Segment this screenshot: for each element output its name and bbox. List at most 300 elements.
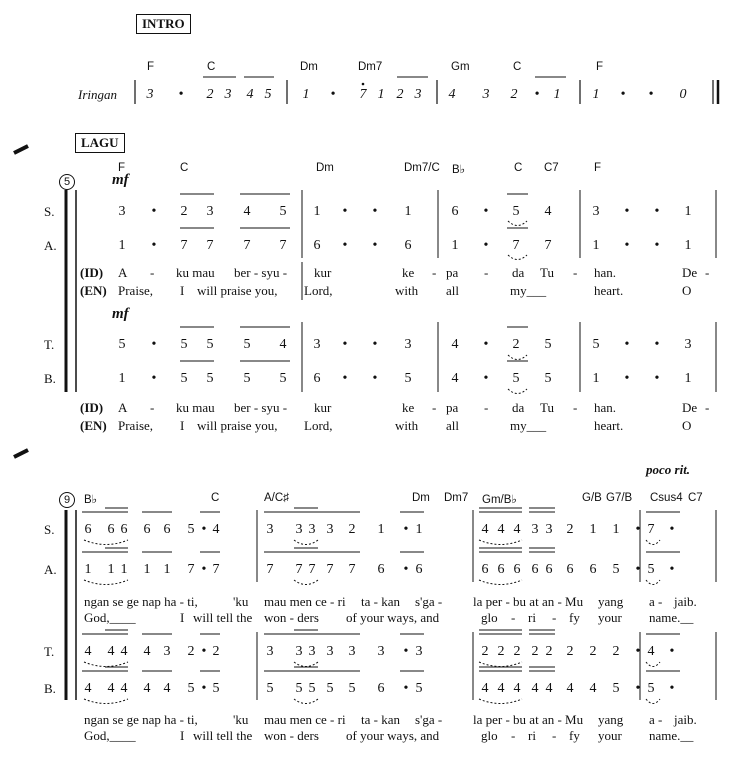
note: 5	[206, 337, 214, 352]
note: 6	[497, 562, 505, 577]
lyric: fy	[569, 610, 580, 625]
chord: C	[207, 61, 216, 73]
note: 6	[120, 522, 128, 537]
note: 4	[481, 681, 489, 696]
lyric: A	[118, 265, 128, 280]
note: 5	[187, 522, 195, 537]
note: 2	[497, 644, 505, 659]
slur	[294, 540, 318, 545]
lyric: won - ders	[264, 610, 319, 625]
note: 4	[513, 522, 521, 537]
note: 3	[308, 522, 316, 537]
part-label-tenor: T.	[44, 337, 55, 352]
lyric: I	[180, 283, 185, 298]
note: •	[372, 337, 378, 352]
note: 6	[545, 562, 553, 577]
chord: Dm7	[358, 61, 383, 73]
note: 2	[396, 87, 404, 102]
note: 4	[279, 337, 287, 352]
lyric: pa	[446, 265, 459, 280]
note: 6	[531, 562, 539, 577]
note: 2	[566, 644, 574, 659]
note: 5	[243, 337, 251, 352]
note: 5	[415, 681, 423, 696]
lyric: mau men ce - ri	[264, 594, 346, 609]
lyric: -	[552, 728, 557, 743]
slur	[84, 662, 128, 667]
note: 7	[266, 562, 274, 577]
slur	[479, 662, 522, 667]
note: 1	[84, 562, 92, 577]
lyric: will praise you,	[197, 418, 278, 433]
note: •	[151, 204, 157, 219]
lyric: a -	[649, 712, 663, 727]
note: •	[635, 522, 641, 537]
note: •	[654, 238, 660, 253]
lyric: pa	[446, 400, 459, 415]
lyric: kur	[314, 400, 332, 415]
note: 4	[163, 681, 171, 696]
note: 7	[212, 562, 220, 577]
lyric: -	[432, 400, 437, 415]
note: 3	[206, 204, 214, 219]
note: 3	[295, 522, 303, 537]
note: 4	[589, 681, 597, 696]
note: 3	[118, 204, 126, 219]
note: 6	[513, 562, 521, 577]
lyric: Praise,	[118, 283, 154, 298]
note: 3	[414, 87, 422, 102]
note: •	[483, 238, 489, 253]
lyric: -	[484, 400, 489, 415]
note: •	[342, 337, 348, 352]
lyric: heart.	[594, 283, 624, 298]
lyric: God,____	[84, 610, 136, 625]
part-label-soprano: S.	[44, 204, 55, 219]
lyric: s'ga -	[415, 594, 443, 609]
note: 5	[180, 371, 188, 386]
part-label-tenor: T.	[44, 644, 55, 659]
note: 3	[308, 644, 316, 659]
note: 5	[647, 562, 655, 577]
note: •	[330, 87, 336, 102]
note: 7	[326, 562, 334, 577]
chord: F	[118, 162, 126, 174]
note: 1	[118, 238, 126, 253]
slur	[646, 580, 660, 585]
note: •	[483, 337, 489, 352]
note: 7	[544, 238, 552, 253]
note: •	[483, 204, 489, 219]
note: 4	[143, 681, 151, 696]
note: 3	[531, 522, 539, 537]
note: •	[372, 371, 378, 386]
lyric: Praise,	[118, 418, 154, 433]
lagu-label: LAGU	[75, 133, 125, 153]
lyric: ke	[402, 400, 415, 415]
lyric: -	[484, 265, 489, 280]
lyric: glo	[481, 728, 498, 743]
note: 5	[279, 371, 287, 386]
note: •	[669, 522, 675, 537]
note: •	[654, 204, 660, 219]
chord: A/C♯	[264, 492, 289, 504]
chord: Gm/B♭	[482, 494, 517, 506]
lyric: my___	[510, 283, 547, 298]
note: 6	[481, 562, 489, 577]
note: 2	[589, 644, 597, 659]
lyric: will tell the	[193, 728, 253, 743]
lyric: will tell the	[193, 610, 253, 625]
note: 3	[163, 644, 171, 659]
measure-number: 9	[59, 492, 75, 508]
lyric: ta - kan	[361, 594, 400, 609]
lyric: won - ders	[264, 728, 319, 743]
note: 4	[212, 522, 220, 537]
note: 7	[206, 238, 214, 253]
note: 4	[647, 644, 655, 659]
chord: Dm	[412, 492, 430, 504]
lyric: fy	[569, 728, 580, 743]
part-label-soprano: S.	[44, 522, 55, 537]
note: •	[669, 562, 675, 577]
note: •	[151, 337, 157, 352]
chord: F	[147, 61, 155, 73]
lyric: ta - kan	[361, 712, 400, 727]
note: 4	[531, 681, 539, 696]
lyrics-tag-en: (EN)	[80, 418, 107, 433]
note: 5	[266, 681, 274, 696]
note: 6	[566, 562, 574, 577]
note: 2	[348, 522, 356, 537]
note: 6	[313, 238, 321, 253]
slur	[479, 699, 522, 704]
chord: Gm	[451, 61, 470, 73]
note: •	[669, 644, 675, 659]
lyric: -	[552, 610, 557, 625]
chord: Dm	[300, 61, 318, 73]
lyric: name.__	[649, 610, 694, 625]
note: 1	[377, 87, 385, 102]
lyric: Lord,	[304, 283, 333, 298]
lyric: -	[705, 400, 710, 415]
note: 0	[679, 87, 687, 102]
note: 2	[545, 644, 553, 659]
lyric: ngan se ge nap ha - ti,	[84, 594, 198, 609]
note: •	[635, 681, 641, 696]
slur	[479, 580, 522, 585]
note: 6	[377, 562, 385, 577]
note: 1	[120, 562, 128, 577]
octave-dot	[362, 83, 365, 86]
lyric: han.	[594, 265, 617, 280]
note: 5	[212, 681, 220, 696]
chord: Dm	[316, 162, 334, 174]
note: 4	[451, 371, 459, 386]
note: 2	[510, 87, 518, 102]
note: •	[403, 644, 409, 659]
lyric: I	[180, 728, 185, 743]
lyric: of your ways, and	[346, 610, 440, 625]
lyric: la per - bu at an - Mu	[473, 594, 584, 609]
chord: C7	[544, 162, 559, 174]
note: 4	[497, 522, 505, 537]
note: 2	[512, 337, 520, 352]
note: 4	[497, 681, 505, 696]
slur	[508, 355, 527, 360]
note: 1	[592, 238, 600, 253]
dynamic-mark: mf	[112, 172, 129, 188]
lyrics-tag-id: (ID)	[80, 265, 104, 280]
note: 3	[326, 644, 334, 659]
note: 1	[684, 204, 692, 219]
note: 2	[566, 522, 574, 537]
note: 5	[243, 371, 251, 386]
note: 5	[512, 204, 520, 219]
chord: G7/B	[606, 492, 633, 504]
slur	[508, 221, 527, 226]
note: •	[624, 337, 630, 352]
note: 1	[163, 562, 171, 577]
note: 2	[481, 644, 489, 659]
note: •	[201, 681, 207, 696]
note: 3	[295, 644, 303, 659]
note: 1	[302, 87, 310, 102]
slur	[294, 662, 318, 667]
lyric: De	[682, 265, 698, 280]
note: •	[620, 87, 626, 102]
part-label-alto: A.	[44, 238, 57, 253]
lyrics-tag-en: (EN)	[80, 283, 107, 298]
row-label-iringan: Iringan	[78, 87, 117, 102]
note: 4	[544, 204, 552, 219]
note: 1	[143, 562, 151, 577]
lyric: glo	[481, 610, 498, 625]
tempo-mark: poco rit.	[646, 462, 691, 477]
lyric: -	[150, 265, 155, 280]
lyric: -	[573, 400, 578, 415]
note: •	[201, 522, 207, 537]
note: •	[635, 562, 641, 577]
lyric: my___	[510, 418, 547, 433]
note: 4	[448, 87, 456, 102]
slur	[479, 540, 522, 545]
note: 3	[224, 87, 232, 102]
note: •	[624, 238, 630, 253]
note: 7	[180, 238, 188, 253]
note: 1	[404, 204, 412, 219]
note: 5	[592, 337, 600, 352]
lyric: your	[598, 728, 622, 743]
note: 3	[404, 337, 412, 352]
note: 6	[143, 522, 151, 537]
note: 3	[266, 644, 274, 659]
note: 1	[592, 87, 600, 102]
slur	[294, 699, 318, 704]
lyric: A	[118, 400, 128, 415]
note: 2	[187, 644, 195, 659]
note: 5	[264, 87, 272, 102]
lyric: -	[511, 610, 516, 625]
part-label-bass: B.	[44, 371, 56, 386]
note: •	[669, 681, 675, 696]
note: 5	[404, 371, 412, 386]
note: 5	[612, 562, 620, 577]
lyric: yang	[598, 594, 624, 609]
lyric: your	[598, 610, 622, 625]
chord: F	[596, 61, 604, 73]
note: 3	[592, 204, 600, 219]
slur	[294, 580, 318, 585]
note: •	[151, 371, 157, 386]
lyric: ku mau	[176, 400, 215, 415]
note: 1	[377, 522, 385, 537]
dynamic-mark: mf	[112, 306, 129, 322]
lyric: s'ga -	[415, 712, 443, 727]
note: 5	[348, 681, 356, 696]
note: 1	[553, 87, 561, 102]
note: 7	[187, 562, 195, 577]
slur	[84, 540, 128, 545]
note: 3	[482, 87, 490, 102]
lyric: 'ku	[233, 712, 249, 727]
note: 1	[684, 238, 692, 253]
note: 3	[266, 522, 274, 537]
chord: Dm7/C	[404, 162, 440, 174]
chord: C	[514, 162, 523, 174]
note: •	[654, 337, 660, 352]
lyric: ber - syu -	[234, 400, 288, 415]
note: 5	[180, 337, 188, 352]
note: 2	[180, 204, 188, 219]
chord: G/B	[582, 492, 602, 504]
note: 1	[451, 238, 459, 253]
chord: C7	[688, 492, 703, 504]
note: 1	[612, 522, 620, 537]
note: •	[372, 204, 378, 219]
lyric: da	[512, 265, 525, 280]
slur	[646, 540, 660, 545]
part-label-bass: B.	[44, 681, 56, 696]
chord: C	[211, 492, 220, 504]
note: 1	[313, 204, 321, 219]
lyric: mau men ce - ri	[264, 712, 346, 727]
note: •	[342, 204, 348, 219]
slur	[508, 255, 527, 260]
note: 5	[118, 337, 126, 352]
part-label-alto: A.	[44, 562, 57, 577]
note: 6	[377, 681, 385, 696]
lyric: ri	[528, 728, 536, 743]
lyric: with	[395, 283, 419, 298]
note: 3	[146, 87, 154, 102]
lyric: ku mau	[176, 265, 215, 280]
slur	[646, 662, 660, 667]
note: •	[624, 371, 630, 386]
note: 3	[377, 644, 385, 659]
note: 7	[348, 562, 356, 577]
note: 4	[243, 204, 251, 219]
note: 4	[107, 644, 115, 659]
note: 2	[212, 644, 220, 659]
lyric: jaib.	[674, 712, 697, 727]
note: 4	[513, 681, 521, 696]
lyric: all	[446, 418, 459, 433]
chord: C	[513, 61, 522, 73]
note: •	[201, 562, 207, 577]
note: 6	[313, 371, 321, 386]
note: 7	[295, 562, 303, 577]
lyric: -	[511, 728, 516, 743]
chord: B♭	[84, 494, 98, 506]
note: 1	[118, 371, 126, 386]
note: •	[342, 238, 348, 253]
note: 4	[84, 681, 92, 696]
lyric: Tu	[540, 265, 554, 280]
lyric: da	[512, 400, 525, 415]
note: 5	[544, 337, 552, 352]
lyric: a -	[649, 594, 663, 609]
note: •	[483, 371, 489, 386]
chord: Dm7	[444, 492, 469, 504]
slur	[646, 699, 660, 704]
note: 6	[589, 562, 597, 577]
note: 7	[512, 238, 520, 253]
lyric: -	[150, 400, 155, 415]
lyric: han.	[594, 400, 617, 415]
note: •	[635, 644, 641, 659]
note: 3	[684, 337, 692, 352]
lyric: name.__	[649, 728, 694, 743]
lyric: -	[705, 265, 710, 280]
lyric: jaib.	[674, 594, 697, 609]
note: 1	[592, 371, 600, 386]
note: 7	[279, 238, 287, 253]
note: •	[403, 681, 409, 696]
note: 3	[415, 644, 423, 659]
note: 7	[308, 562, 316, 577]
lyric: O	[682, 283, 692, 298]
lyric: heart.	[594, 418, 624, 433]
lyric: la per - bu at an - Mu	[473, 712, 584, 727]
note: 6	[107, 522, 115, 537]
note: 2	[206, 87, 214, 102]
slur	[84, 580, 128, 585]
lyric: with	[395, 418, 419, 433]
lyric: of your ways, and	[346, 728, 440, 743]
note: 2	[612, 644, 620, 659]
note: 5	[612, 681, 620, 696]
lyric: O	[682, 418, 692, 433]
note: 4	[566, 681, 574, 696]
note: 5	[512, 371, 520, 386]
note: 4	[84, 644, 92, 659]
note: 3	[545, 522, 553, 537]
note: •	[534, 87, 540, 102]
note: 1	[107, 562, 115, 577]
note: 7	[359, 87, 367, 102]
note: •	[201, 644, 207, 659]
note: •	[342, 371, 348, 386]
note: •	[648, 87, 654, 102]
note: 1	[589, 522, 597, 537]
lyric: yang	[598, 712, 624, 727]
note: 6	[404, 238, 412, 253]
note: 5	[187, 681, 195, 696]
intro-label: INTRO	[136, 14, 191, 34]
lyric: De	[682, 400, 698, 415]
lyric: Tu	[540, 400, 554, 415]
